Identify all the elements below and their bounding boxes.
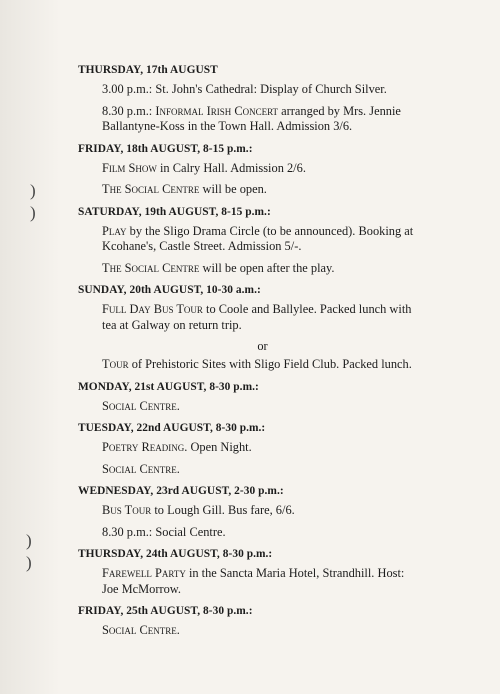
- or-separator: or: [257, 339, 268, 353]
- binding-mark: ): [26, 553, 32, 572]
- programme-entry: [78, 206, 423, 277]
- entry-text: Social Centre.: [155, 524, 226, 539]
- entry-heading: THURSDAY, 17th AUGUST: [78, 64, 218, 76]
- entry-text: by the Sligo Drama Circle (to be announced). Booking at Kcohane's, Castle Street. Admission 5/-.: [102, 223, 414, 253]
- entry-heading: MONDAY, 21st AUGUST, 8-30 p.m.:: [78, 380, 259, 393]
- entry-line: [102, 566, 423, 597]
- entry-text: to Coole and Ballylee. Packed lunch with tea at Galway on return trip.: [102, 302, 412, 332]
- entry-line: [102, 161, 423, 177]
- entry-line: [102, 503, 423, 519]
- entry-text: of Prehistoric Sites with Sligo Field Club. Packed lunch.: [131, 357, 412, 371]
- entry-title: Social Centre.: [102, 398, 180, 413]
- binding-mark: ): [26, 531, 32, 550]
- programme-entry: [78, 422, 423, 477]
- entry-title: Play: [102, 223, 127, 238]
- entry-title: The Social Centre: [102, 182, 200, 196]
- entry-text: Open Night.: [190, 440, 252, 454]
- entry-line: [102, 182, 423, 198]
- programme-entry: [78, 548, 423, 597]
- entry-text: will be open after the play.: [202, 260, 335, 275]
- entry-heading: FRIDAY, 18th AUGUST, 8-15 p.m.:: [78, 142, 253, 155]
- entry-line: [102, 302, 423, 333]
- programme-entry: [78, 143, 423, 198]
- programme-entry: [78, 485, 423, 540]
- programme-entry: [78, 381, 423, 415]
- entry-text: arranged by Mrs. Jennie Ballantyne-Koss in the Town Hall. Admission 3/6.: [102, 103, 401, 133]
- binding-mark: ): [30, 181, 36, 200]
- entry-text: to Lough Gill. Bus fare, 6/6.: [154, 503, 295, 517]
- entry-title: Bus Tour: [102, 503, 152, 517]
- entry-title: Informal Irish Concert: [155, 103, 279, 118]
- programme-list: [78, 64, 423, 639]
- entry-title: Tour: [102, 357, 129, 371]
- entry-line: [102, 399, 423, 415]
- binding-mark: ): [30, 203, 36, 222]
- entry-line: [102, 525, 423, 541]
- entry-line: [102, 462, 423, 478]
- entry-line: [102, 440, 423, 456]
- entry-text: in the Sancta Maria Hotel, Strandhill. Host: Joe McMorrow.: [102, 566, 405, 596]
- entry-heading: TUESDAY, 22nd AUGUST, 8-30 p.m.:: [78, 422, 266, 434]
- entry-heading: WEDNESDAY, 23rd AUGUST, 2-30 p.m.:: [78, 485, 284, 497]
- entry-title: Farewell Party: [102, 566, 186, 580]
- entry-text: in Calry Hall. Admission 2/6.: [159, 160, 306, 175]
- programme-entry: [78, 64, 423, 135]
- entry-title: Social Centre.: [102, 461, 180, 476]
- entry-title: The Social Centre: [102, 260, 200, 275]
- page-left-edge: [0, 0, 60, 694]
- entry-title: Poetry Reading.: [102, 440, 188, 454]
- entry-line: [102, 82, 423, 98]
- entry-heading: THURSDAY, 24th AUGUST, 8-30 p.m.:: [78, 548, 273, 560]
- entry-line: [102, 357, 423, 373]
- entry-time: 8.30 p.m.:: [102, 524, 153, 539]
- entry-title: Full Day Bus Tour: [102, 302, 203, 316]
- entry-line: [102, 224, 423, 255]
- entry-line: [102, 623, 423, 639]
- entry-line: [102, 104, 423, 135]
- entry-heading: SATURDAY, 19th AUGUST, 8-15 p.m.:: [78, 205, 271, 218]
- entry-title: Social Centre.: [102, 623, 180, 637]
- programme-entry: [78, 605, 423, 639]
- entry-heading: SUNDAY, 20th AUGUST, 10-30 a.m.:: [78, 284, 261, 296]
- entry-time: 8.30 p.m.:: [102, 103, 153, 118]
- entry-heading: FRIDAY, 25th AUGUST, 8-30 p.m.:: [78, 605, 253, 617]
- entry-time: 3.00 p.m.:: [102, 82, 153, 96]
- entry-line: [102, 261, 423, 277]
- entry-title: Film Show: [102, 160, 157, 175]
- entry-text: will be open.: [202, 182, 267, 196]
- programme-entry: [78, 284, 423, 373]
- entry-text: St. John's Cathedral: Display of Church Silver.: [155, 82, 387, 96]
